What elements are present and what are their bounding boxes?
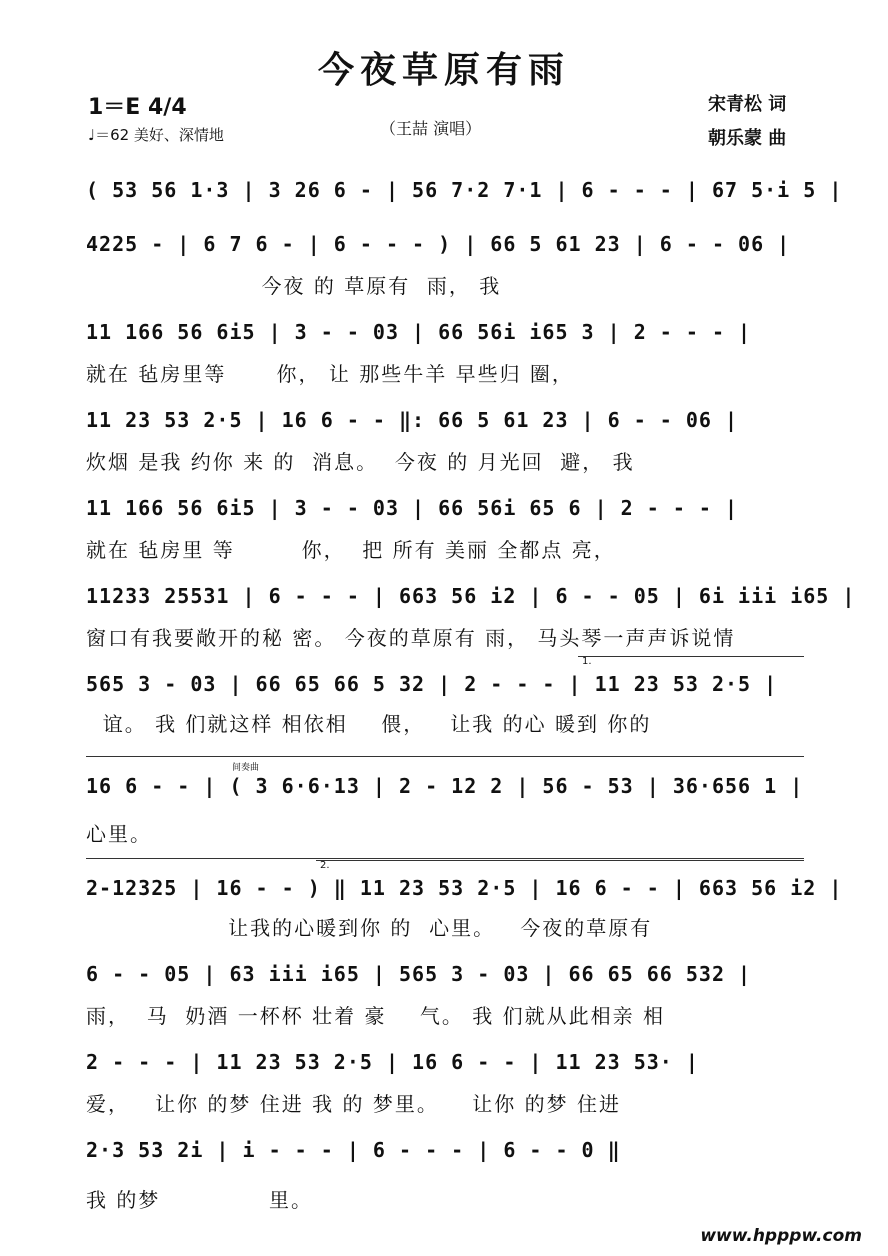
notation-row-11: 2 - - - | 11 23 53 2·5 | 16 6 - - | 11 23 53· | [86, 1050, 699, 1074]
notation-row-9: 2-12325 | 16 - - ) ‖ 11 23 53 2·5 | 16 6 - - | 663 56 i2 | [86, 876, 843, 900]
tempo-marking: ♩＝62 美好、深情地 [88, 126, 224, 144]
lyric-row-12: 我 的梦 里。 [86, 1188, 314, 1212]
singer-credit: （王喆 演唱） [380, 119, 482, 138]
page-title: 今夜草原有雨 [317, 50, 570, 91]
notation-row-4: 11 23 53 2·5 | 16 6 - - ‖: 66 5 61 23 | 6 - - 06 | [86, 408, 739, 432]
lyric-row-10: 雨， 马 奶酒 一杯杯 壮着 豪 气。 我 们就从此相亲 相 [86, 1004, 666, 1028]
key-signature: 1＝E 4/4 [88, 95, 187, 120]
volta-1-end [86, 858, 804, 859]
lyric-row-4: 炊烟 是我 约你 来 的 消息。 今夜 的 月光回 避， 我 [86, 450, 635, 474]
site-watermark: www.hpppw.com [700, 1226, 862, 1246]
lyric-row-6: 窗口有我要敞开的秘 密。 今夜的草原有 雨， 马头琴一声声诉说情 [86, 626, 736, 650]
lyric-row-8: 心里。 [86, 822, 152, 846]
lyricist-credit: 宋青松 词 [708, 94, 787, 115]
lyric-row-3: 就在 毡房里等 你， 让 那些牛羊 早些归 圈， [86, 362, 574, 386]
notation-row-3: 11 166 56 6i5 | 3 - - 03 | 66 56i i65 3 | 2 - - - | [86, 320, 752, 344]
volta-2-bracket [316, 860, 804, 861]
notation-row-1: ( 53 56 1·3 | 3 26 6 - | 56 7·2 7·1 | 6 - - - | 67 5·i 5 | [86, 178, 843, 202]
lyric-row-2: 今夜 的 草原有 雨， 我 [86, 274, 502, 298]
volta-1-continuation [86, 756, 804, 757]
volta-1-label: 1. [582, 656, 592, 667]
notation-row-5: 11 166 56 6i5 | 3 - - 03 | 66 56i 65 6 | 2 - - - | [86, 496, 739, 520]
lyric-row-7: 谊。 我 们就这样 相依相 偎， 让我 的心 暖到 你的 [86, 712, 652, 736]
notation-row-10: 6 - - 05 | 63 iii i65 | 565 3 - 03 | 66 65 66 532 | [86, 962, 752, 986]
notation-row-6: 11233 25531 | 6 - - - | 663 56 i2 | 6 - - 05 | 6i iii i65 | [86, 584, 856, 608]
lyric-row-5: 就在 毡房里 等 你， 把 所有 美丽 全都点 亮， [86, 538, 616, 562]
lyric-row-11: 爱， 让你 的梦 住进 我 的 梦里。 让你 的梦 住进 [86, 1092, 622, 1116]
notation-row-7: 565 3 - 03 | 66 65 66 5 32 | 2 - - - | 11 23 53 2·5 | [86, 672, 778, 696]
lyric-row-9: 让我的心暖到你 的 心里。 今夜的草原有 [86, 916, 653, 940]
interlude-label: 间奏曲 [232, 763, 260, 773]
composer-credit: 朝乐蒙 曲 [708, 128, 787, 149]
notation-row-12: 2·3 53 2i | i - - - | 6 - - - | 6 - - 0 ‖ [86, 1138, 621, 1162]
volta-1-bracket [578, 656, 804, 657]
notation-row-2: 4225 - | 6 7 6 - | 6 - - - ) | 66 5 61 23 | 6 - - 06 | [86, 232, 791, 256]
volta-2-label: 2. [320, 860, 330, 871]
notation-row-8: 16 6 - - | ( 3 6·6·13 | 2 - 12 2 | 56 - 53 | 36·656 1 | [86, 774, 804, 798]
